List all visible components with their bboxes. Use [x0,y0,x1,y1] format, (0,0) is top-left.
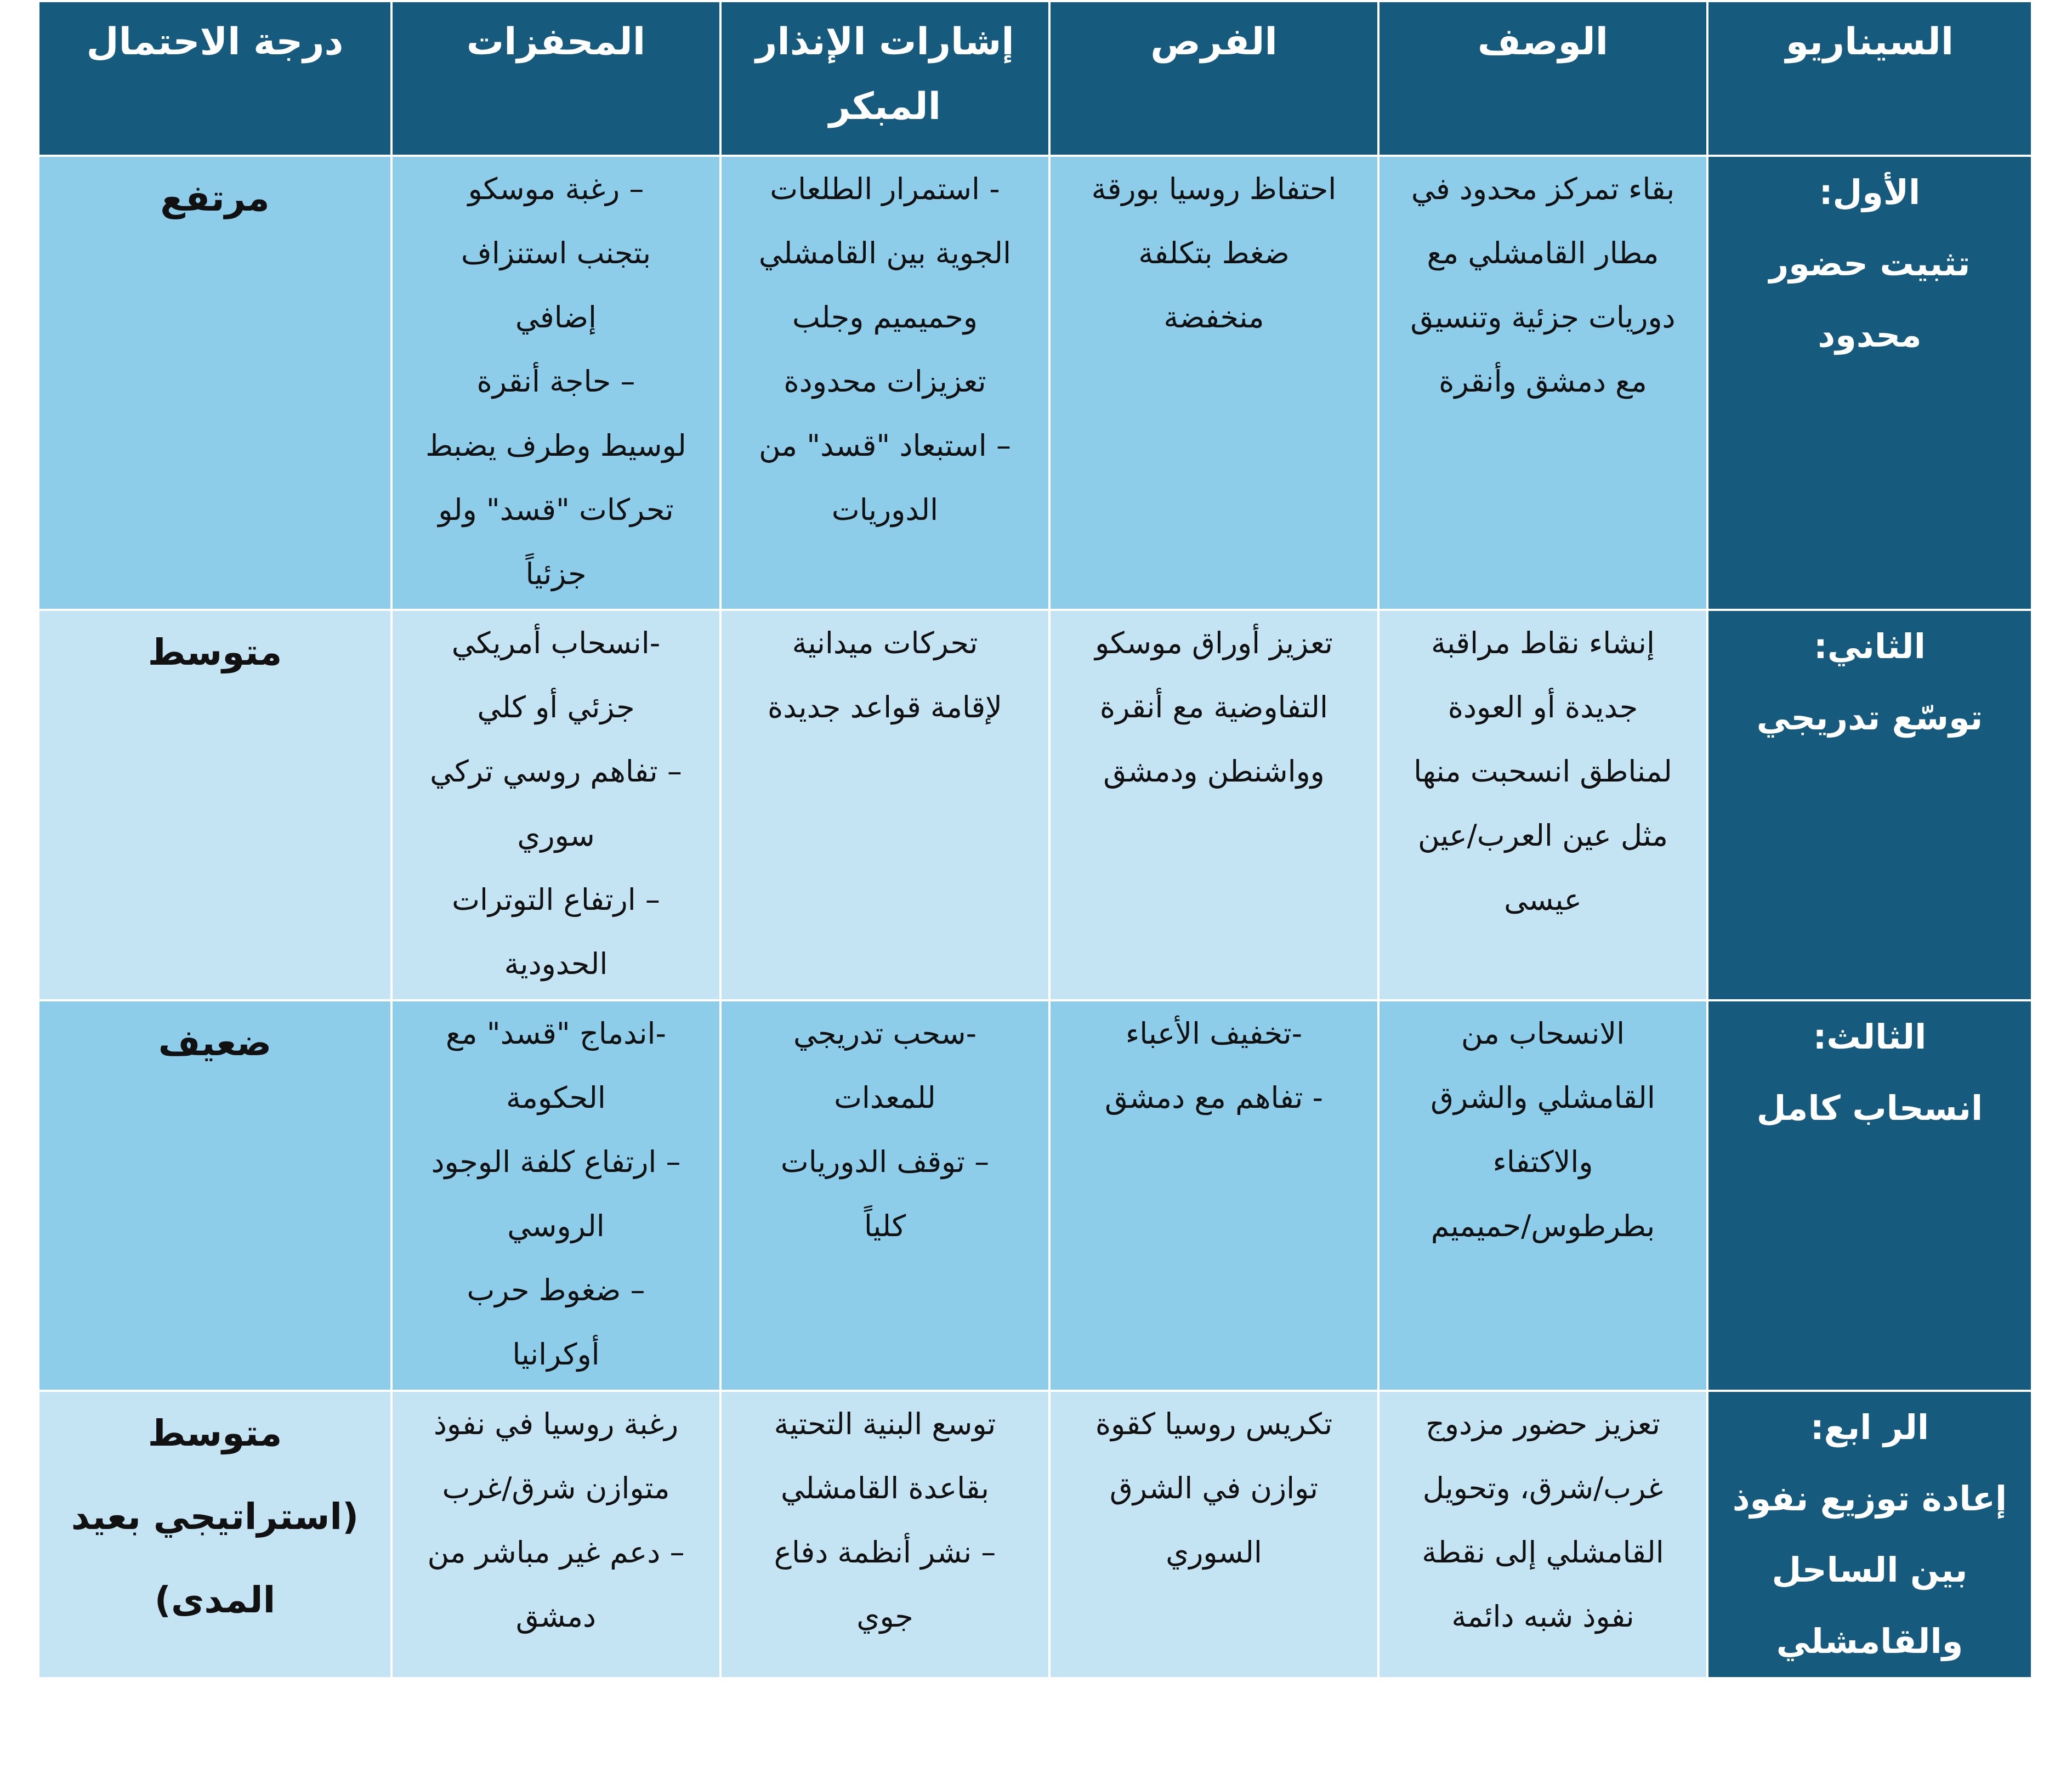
cell-line: رغبة روسيا في نفوذ [433,1407,679,1441]
cell-line: – دعم غير مباشر من [427,1535,685,1570]
header-opportunities: الفرص [1049,1,1378,156]
early-warning-cell [720,1000,1049,1391]
cell-line: والقامشلي [1776,1621,1963,1661]
header-early-warning: إشارات الإنذار المبكر [720,1,1049,156]
table-row [38,156,2032,610]
cell-line: مثل عين العرب/عين [1417,818,1668,853]
cell-line: توسّع تدريجي [1756,698,1983,738]
cell-line: إعادة توزيع نفوذ [1732,1479,2007,1519]
table-row [38,1391,2032,1678]
cell-line: للمعدات [834,1080,936,1115]
opportunities-cell [1049,1000,1378,1391]
cell-line: لإقامة قواعد جديدة [768,690,1002,724]
cell-line: بقاء تمركز محدود في [1411,172,1675,206]
cell-line: محدود [1818,315,1922,355]
drivers-cell [391,1000,720,1391]
cell-line: القامشلي والشرق [1430,1080,1655,1115]
cell-line: انسحاب كامل [1756,1088,1983,1128]
cell-line: مطار القامشلي مع [1427,236,1659,270]
cell-line: -سحب تدريجي [793,1016,977,1051]
cell-line: تعزيزات محدودة [784,364,986,399]
cell-line: نفوذ شبه دائمة [1451,1599,1634,1634]
cell-line: متوسط [147,631,282,673]
description-cell [1378,1391,1707,1678]
cell-line: - تفاهم مع دمشق [1104,1080,1324,1115]
cell-line: تكريس روسيا كقوة [1095,1407,1333,1441]
cell-line: بطرطوس/حميميم [1430,1209,1655,1243]
cell-line: الر ابع: [1810,1407,1929,1447]
cell-line: الروسي [507,1209,605,1243]
header-scenario: السيناريو [1707,1,2032,156]
cell-line: مع دمشق وأنقرة [1439,364,1647,399]
cell-line: – ارتفاع التوترات [452,882,660,917]
cell-line: السوري [1166,1535,1262,1570]
cell-line: تحركات ميدانية [792,626,978,660]
cell-line: كلياً [864,1209,906,1243]
table-row [38,1000,2032,1391]
cell-line: سوري [517,818,595,853]
cell-line: تحركات "قسد" ولو [438,492,674,527]
opportunities-cell [1049,610,1378,1000]
scenario-cell [1707,610,2032,1000]
cell-line: – رغبة موسكو [468,172,644,206]
early-warning-cell [720,156,1049,610]
table-body [38,156,2032,1678]
cell-line: تثبيت حضور [1769,243,1971,284]
cell-line: الحكومة [506,1080,606,1115]
early-warning-cell [720,610,1049,1000]
cell-line: جزئياً [525,557,587,591]
cell-line: عيسى [1504,882,1582,917]
probability-cell [38,1391,391,1678]
cell-line: - استمرار الطلعات [770,172,1000,206]
cell-line: ضغط بتكلفة [1138,236,1290,270]
probability-cell [38,1000,391,1391]
cell-line: جوي [856,1599,913,1634]
scenario-table [37,0,2033,1679]
cell-line: أوكرانيا [512,1337,600,1372]
cell-line: بين الساحل [1772,1550,1968,1590]
cell-line: توازن في الشرق [1109,1471,1319,1505]
header-row [38,1,2032,156]
header-probability: درجة الاحتمال [38,1,391,156]
cell-line: تعزيز أوراق موسكو [1095,626,1333,660]
cell-line: جزئي أو كلي [477,690,635,724]
cell-line: لوسيط وطرف يضبط [425,428,686,463]
description-cell [1378,1000,1707,1391]
probability-cell [38,610,391,1000]
cell-line: بتجنب استنزاف [461,236,651,270]
cell-line: الثالث: [1813,1017,1927,1057]
cell-line: والاكتفاء [1492,1145,1593,1179]
scenario-table-container [39,0,2033,1679]
cell-line: الانسحاب من [1461,1016,1625,1051]
drivers-cell [391,610,720,1000]
header-drivers: المحفزات [391,1,720,156]
cell-line: احتفاظ روسيا بورقة [1091,172,1337,206]
cell-line: – حاجة أنقرة [476,364,635,399]
opportunities-cell [1049,1391,1378,1678]
cell-line: – نشر أنظمة دفاع [774,1535,996,1570]
cell-line: – استبعاد "قسد" من [759,428,1011,463]
cell-line: التفاوضية مع أنقرة [1099,690,1329,724]
cell-line: ضعيف [158,1022,272,1064]
drivers-cell [391,156,720,610]
cell-line: منخفضة [1163,300,1264,335]
cell-line: وحميميم وجلب [792,300,978,335]
cell-line: -انسحاب أمريكي [451,626,661,660]
cell-line: الجوية بين القامشلي [758,236,1012,270]
cell-line: – تفاهم روسي تركي [430,754,682,789]
cell-line: لمناطق انسحبت منها [1413,754,1672,789]
cell-line: -تخفيف الأعباء [1125,1016,1303,1051]
drivers-cell [391,1391,720,1678]
cell-line: الثاني: [1814,626,1926,666]
opportunities-cell [1049,156,1378,610]
description-cell [1378,610,1707,1000]
table-row [38,610,2032,1000]
cell-line: متوازن شرق/غرب [442,1471,670,1505]
description-cell [1378,156,1707,610]
cell-line: القامشلي إلى نقطة [1422,1535,1664,1570]
cell-line: – توقف الدوريات [780,1145,990,1179]
cell-line: وواشنطن ودمشق [1103,754,1325,789]
cell-line: (استراتيجي بعيد [71,1496,359,1538]
cell-line: بقاعدة القامشلي [780,1471,990,1505]
cell-line: الحدودية [504,947,608,981]
cell-line: إضافي [515,300,597,335]
cell-line: – ارتفاع كلفة الوجود [431,1145,681,1179]
cell-line: -اندماج "قسد" مع [445,1016,667,1051]
cell-line: دمشق [515,1599,597,1634]
cell-line: توسع البنية التحتية [774,1407,996,1441]
cell-line: متوسط [147,1412,282,1454]
cell-line: – ضغوط حرب [467,1273,645,1307]
probability-cell [38,156,391,610]
scenario-cell [1707,1391,2032,1678]
cell-line: مرتفع [160,177,270,219]
scenario-cell [1707,156,2032,610]
cell-line: الدوريات [831,492,939,527]
cell-line: إنشاء نقاط مراقبة [1431,626,1655,660]
cell-line: دوريات جزئية وتنسيق [1410,300,1676,335]
scenario-cell [1707,1000,2032,1391]
cell-line: غرب/شرق، وتحويل [1422,1471,1664,1505]
header-description: الوصف [1378,1,1707,156]
early-warning-cell [720,1391,1049,1678]
cell-line: جديدة أو العودة [1447,690,1638,724]
cell-line: المدى) [154,1579,276,1621]
cell-line: تعزيز حضور مزدوج [1426,1407,1660,1441]
cell-line: الأول: [1819,172,1921,212]
